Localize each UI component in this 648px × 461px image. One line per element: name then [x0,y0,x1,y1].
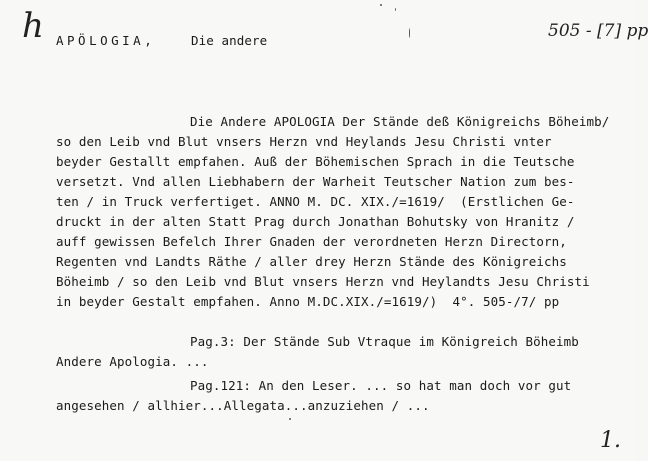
scan-speck [395,8,396,11]
body-line: auff gewissen Befelch Ihrer Gnaden der verordneten Herzn Directorn, [56,234,567,249]
scan-speck [409,28,410,38]
note-line: Andere Apologia. ... [56,354,209,369]
scan-speck [380,4,382,6]
note-line: Pag.3: Der Stände Sub Vtraque im Königreich Böheimb [190,334,579,349]
body-line: versetzt. Vnd allen Liebhabern der Warheit Teutscher Nation zum bes- [56,174,575,189]
body-line: druckt in der alten Statt Prag durch Jonathan Bohutsky von Hranitz / [56,214,575,229]
body-line: beyder Gestallt empfahen. Auß der Böhemischen Sprach in die Teutsche [56,154,575,169]
body-line: in beyder Gestalt empfahen. Anno M.DC.XIX./=1619/) 4°. 505-/7/ pp [56,294,560,309]
note-line: Pag.121: An den Leser. ... so hat man doch vor gut [190,378,572,393]
page-mark: 1. [600,428,621,453]
corner-mark: h [22,6,44,46]
note-line: angesehen / allhier...Allegata...anzuziehen / ... [56,398,430,413]
body-line: Regenten vnd Landts Räthe / aller drey Herzn Stände des Königreichs [56,254,567,269]
card-subtitle: Die andere [191,33,268,48]
shelfmark: 505 - [7] pp [548,21,648,41]
body-line: Die Andere APOLOGIA Der Stände deß Königreichs Böheimb/ [190,114,610,129]
scan-speck [289,418,291,420]
body-line: so den Leib vnd Blut vnsers Herzn vnd Heylands Jesu Christi vnter [56,134,552,149]
body-line: ten / in Truck verfertiget. ANNO M. DC. XIX./=1619/ (Erstlichen Ge- [56,194,575,209]
card-title: APÖLOGIA, [56,33,156,48]
body-line: Böheimb / so den Leib vnd Blut vnsers Herzn vnd Heylandts Jesu Christi [56,274,590,289]
